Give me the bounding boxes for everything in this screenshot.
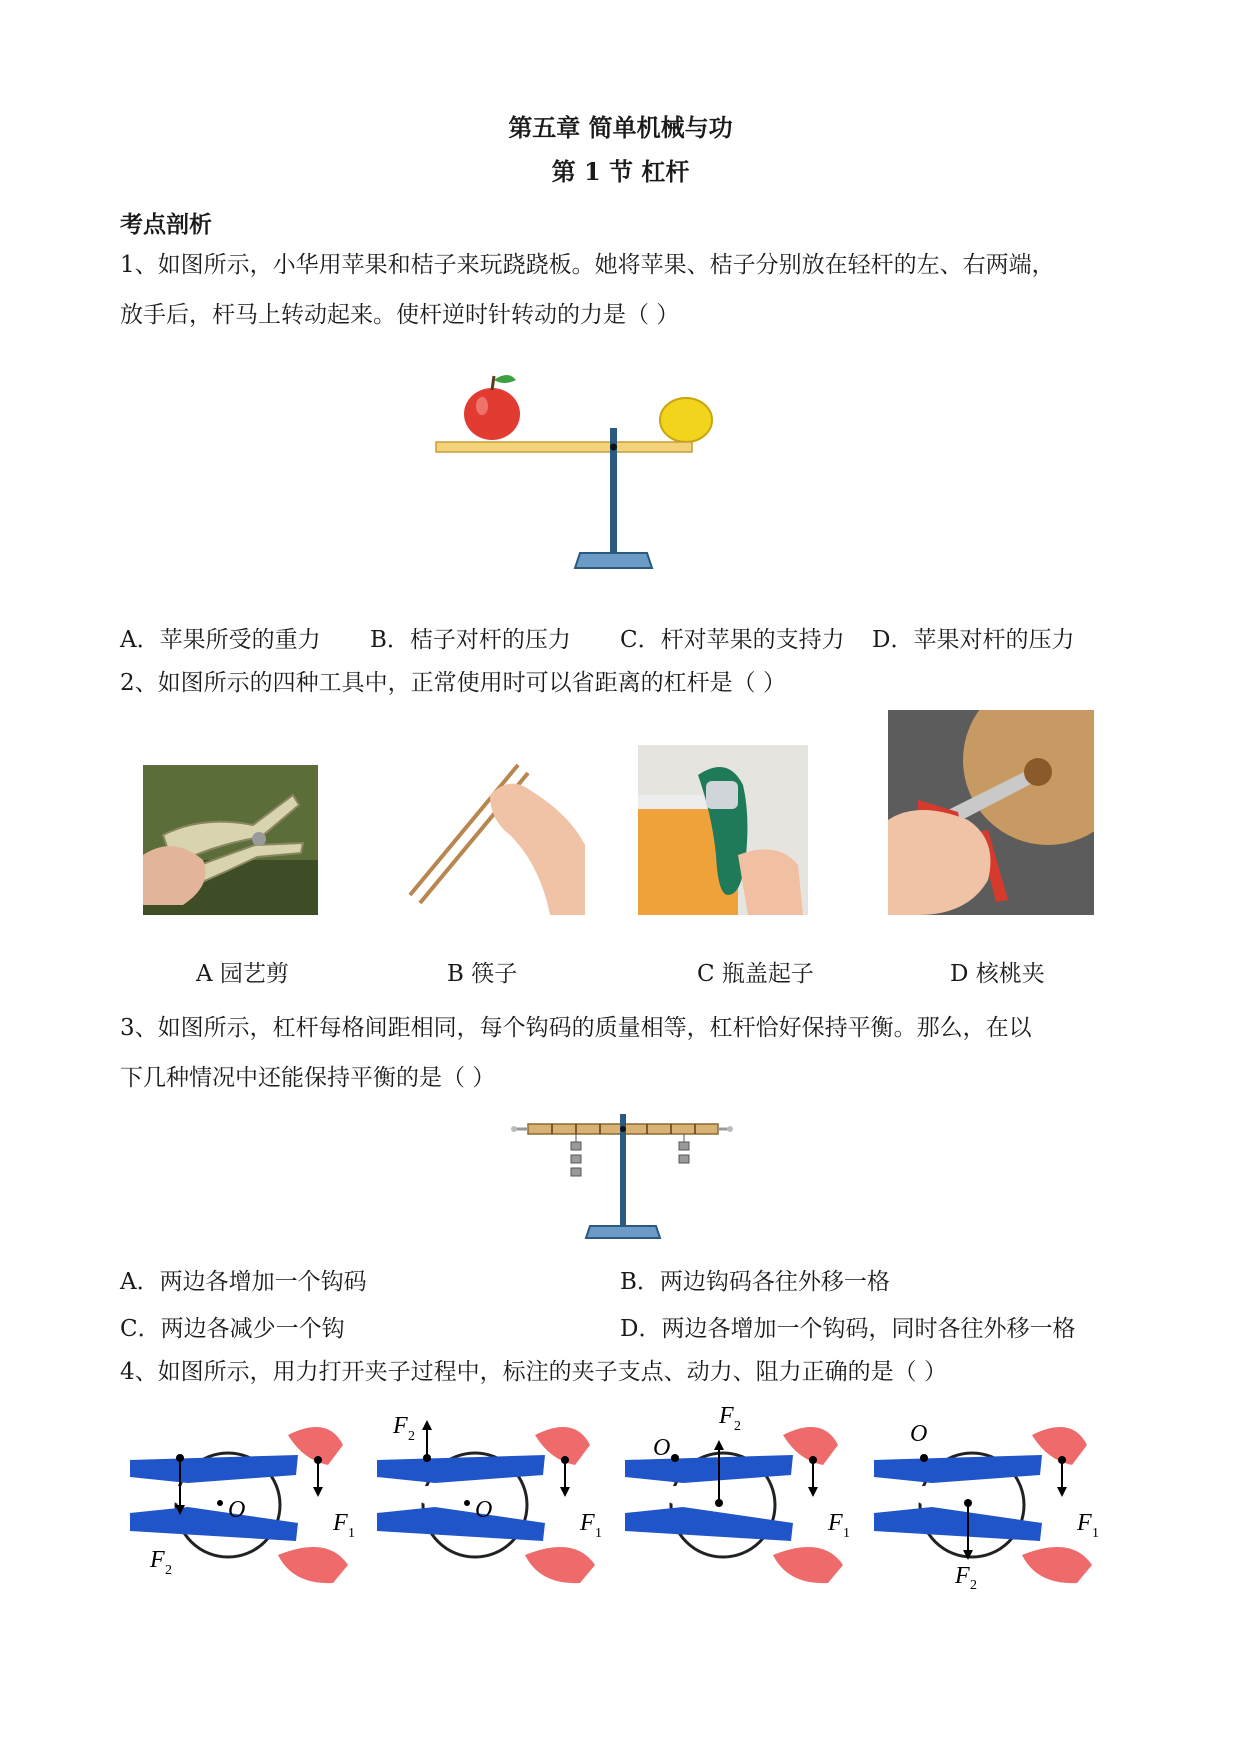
q1-option-d[interactable]: D．苹果对杆的压力 [872, 627, 1075, 653]
q3-option-b[interactable]: B．两边钩码各往外移一格 [620, 1269, 890, 1295]
label-F1: F [580, 1510, 595, 1536]
q4-clip-figure-a[interactable] [128, 1405, 358, 1585]
q1-option-b[interactable]: B．桔子对杆的压力 [370, 627, 571, 653]
analysis-heading: 考点剖析 [120, 211, 212, 238]
q1-text-line2: 放手后，杆马上转动起来。使杆逆时针转动的力是（ ） [120, 302, 680, 328]
q3-text-line2: 下几种情况中还能保持平衡的是（ ） [120, 1065, 496, 1091]
q1-option-c[interactable]: C．杆对苹果的支持力 [620, 627, 845, 653]
q3-text-line1: 3、如图所示，杠杆每格间距相同，每个钩码的质量相等，杠杆恰好保持平衡。那么，在以 [120, 1015, 1032, 1041]
q2-caption-d[interactable]: D 核桃夹 [950, 961, 1045, 987]
q3-option-a[interactable]: A．两边各增加一个钩码 [120, 1269, 367, 1295]
left-hook-weights [571, 1134, 581, 1176]
chopsticks-image [400, 755, 590, 915]
q3-lever-figure [510, 1110, 735, 1240]
label-O: O [475, 1497, 493, 1523]
q3-option-c[interactable]: C．两边各减少一个钩 [120, 1316, 345, 1342]
q2-caption-a[interactable]: A 园艺剪 [196, 961, 289, 987]
label-O: O [228, 1497, 246, 1523]
label-F2-sub: 2 [408, 1429, 415, 1444]
label-F2: F [719, 1403, 734, 1429]
label-F2: F [955, 1563, 970, 1589]
q4-text-line1: 4、如图所示，用力打开夹子过程中，标注的夹子支点、动力、阻力正确的是（ ） [120, 1359, 947, 1385]
bottle-opener-image [638, 745, 808, 915]
nutcracker-image [888, 710, 1094, 915]
q2-caption-b[interactable]: B 筷子 [447, 961, 518, 987]
section-title: 第 1 节 杠杆 [551, 157, 690, 186]
seesaw-beam [436, 442, 692, 452]
label-F2-sub: 2 [734, 1419, 741, 1434]
label-F1-sub: 1 [843, 1526, 850, 1541]
label-F1: F [1077, 1510, 1092, 1536]
q1-text-line1: 1、如图所示，小华用苹果和桔子来玩跷跷板。她将苹果、桔子分别放在轻杆的左、右两端， [120, 252, 1055, 278]
q1-option-a[interactable]: A．苹果所受的重力 [120, 627, 321, 653]
label-F2: F [150, 1547, 165, 1573]
label-F2-sub: 2 [970, 1578, 977, 1590]
label-F1-sub: 1 [1092, 1526, 1099, 1541]
q4-clip-figure-c[interactable] [623, 1395, 853, 1585]
label-F1-sub: 1 [595, 1526, 602, 1541]
seesaw-pivot [610, 444, 617, 451]
label-F2: F [393, 1413, 408, 1439]
q4-clip-figure-d[interactable] [872, 1405, 1102, 1590]
q2-text-line1: 2、如图所示的四种工具中，正常使用时可以省距离的杠杆是（ ） [120, 670, 786, 696]
label-F1: F [333, 1510, 348, 1536]
apple-icon [464, 375, 520, 440]
q3-option-d[interactable]: D．两边各增加一个钩码，同时各往外移一格 [620, 1316, 1076, 1342]
q2-caption-c[interactable]: C 瓶盖起子 [697, 961, 814, 987]
garden-shears-image [143, 765, 318, 915]
label-O: O [910, 1421, 928, 1447]
label-F1: F [828, 1510, 843, 1536]
q1-seesaw-figure [430, 370, 770, 590]
label-O: O [653, 1435, 671, 1461]
chapter-title: 第五章 简单机械与功 [508, 113, 733, 142]
lever-base [586, 1226, 660, 1238]
orange-icon [660, 398, 712, 442]
seesaw-base [575, 553, 652, 568]
label-F2-sub: 2 [165, 1563, 172, 1578]
label-F1-sub: 1 [348, 1526, 355, 1541]
right-hook-weights [679, 1134, 689, 1163]
q4-clip-figure-b[interactable] [375, 1405, 605, 1585]
